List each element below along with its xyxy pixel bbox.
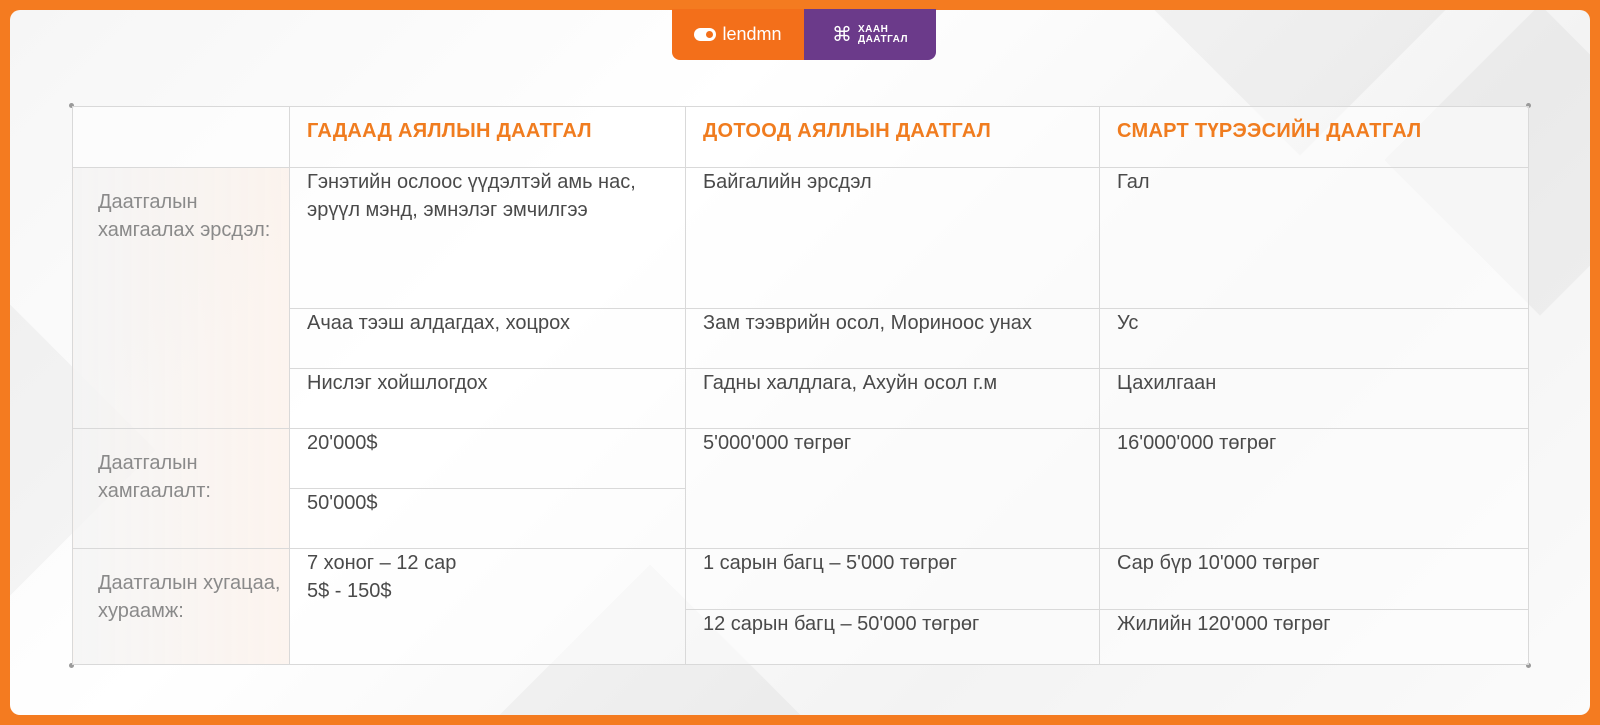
table-cell: Зам тээврийн осол, Мориноос унах [686,308,1100,368]
row-label-term: Даатгалын хугацаа, хураамж: [73,549,290,665]
table-cell: 16'000'000 төгрөг [1100,429,1529,549]
toggle-icon [694,28,716,41]
table-cell: 5'000'000 төгрөг [686,429,1100,549]
table-cell: Гадны халдлага, Ахуйн осол г.м [686,368,1100,428]
table-cell: 20'000$ [290,429,686,489]
khaan-wordmark-line1: ХААН [857,23,889,35]
header-empty [73,107,290,168]
table-cell: 12 сарын багц – 50'000 төгрөг [686,609,1100,664]
insurance-comparison-table [72,106,1529,665]
table-cell [290,549,686,665]
row-label-risks: Даатгалын хамгаалах эрсдэл: [73,168,290,429]
table-cell: Цахилгаан [1100,368,1529,428]
table-cell: Жилийн 120'000 төгрөг [1100,609,1529,664]
table-cell: Сар бүр 10'000 төгрөг [1100,549,1529,609]
lendmn-logo [672,9,804,60]
header-foreign-travel: ГАДААД АЯЛЛЫН ДААТГАЛ [290,107,686,168]
header-domestic-travel: ДОТООД АЯЛЛЫН ДААТГАЛ [686,107,1100,168]
khaan-wordmark-line2: ДААТГАЛ [857,33,909,45]
table-cell: 1 сарын багц – 5'000 төгрөг [686,549,1100,609]
table-cell: Гал [1100,168,1529,308]
table-cell: Нислэг хойшлогдох [290,368,686,428]
brand-logo-bar [672,9,936,60]
table-row [73,429,1529,489]
lendmn-wordmark: lendmn [722,24,782,44]
table-row [73,549,1529,609]
table-header-row [73,107,1529,168]
khaan-emblem-icon: ⌘ [831,23,852,46]
term-foreign-line2: 5$ - 150$ [307,580,392,603]
header-smart-rental: СМАРТ ТҮРЭЭСИЙН ДААТГАЛ [1100,107,1529,168]
table-cell: Гэнэтийн ослоос үүдэлтэй амь нас, эрүүл мэнд, эмнэлэг эмчилгээ [290,168,686,308]
table-cell: 50'000$ [290,489,686,549]
table-cell: Ус [1100,308,1529,368]
row-label-coverage: Даатгалын хамгаалалт: [73,429,290,549]
table-cell: Байгалийн эрсдэл [686,168,1100,308]
term-foreign-line1: 7 хоног – 12 сар [307,552,457,575]
table-row [73,168,1529,308]
table-cell: Ачаа тээш алдагдах, хоцрох [290,308,686,368]
table-row [73,308,1529,368]
khaan-daatgal-logo [804,9,936,60]
table-row [73,368,1529,428]
